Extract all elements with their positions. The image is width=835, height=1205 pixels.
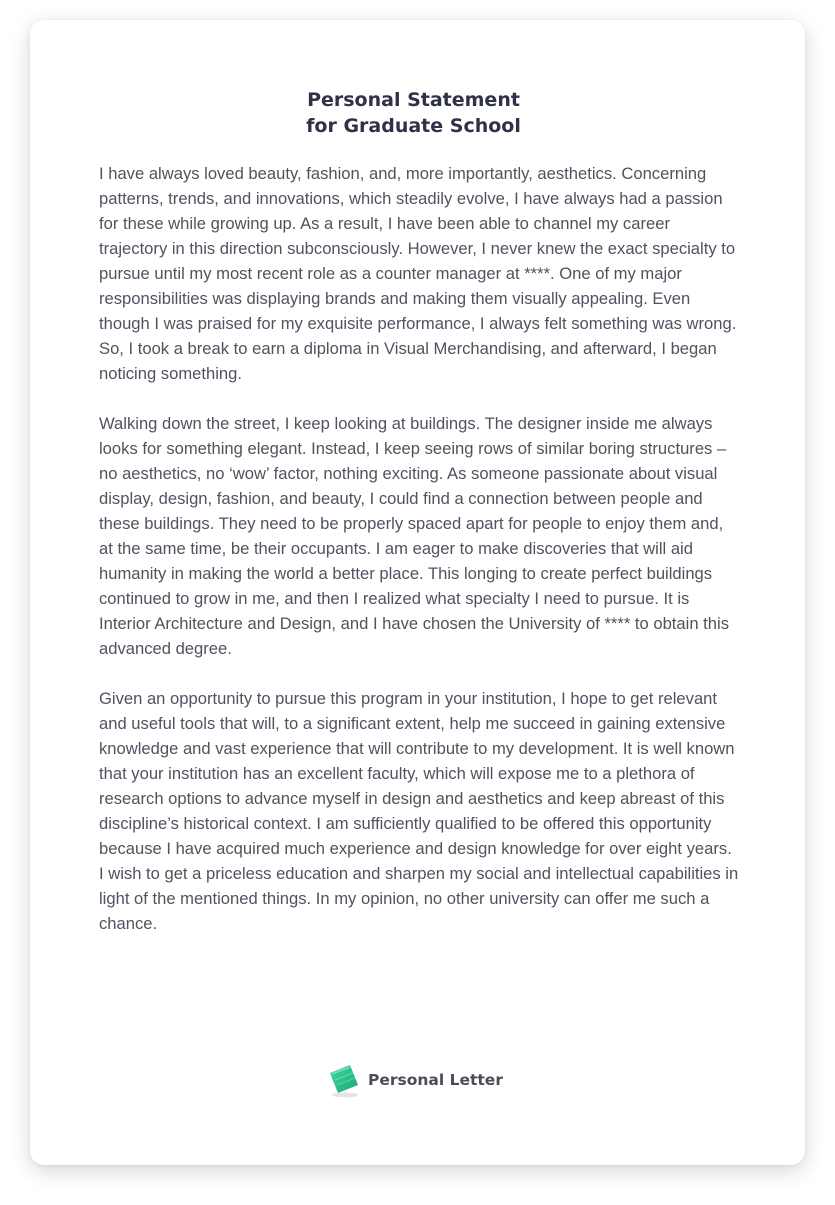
document-page — [30, 20, 805, 1165]
title-line-1: Personal Statement — [307, 89, 520, 111]
brand-name: Personal Letter — [368, 1071, 503, 1089]
paragraph-1: I have always loved beauty, fashion, and, more importantly, aesthetics. Concerning patterns, trends, and innovations, which steadily evolve, I have always had a passion for these while growing up. As a result, I have been able to channel my career trajectory in this direction subconsciously. However, I never knew the exact specialty to pursue until my most recent role as a counter manager at ****. One of my major responsibilities was displaying brands and making them visually appealing. Even though I was praised for my exquisite performance, I always felt something was wrong. So, I took a break to earn a diploma in Visual Merchandising, and afterward, I began noticing something. — [99, 164, 737, 383]
paragraph-3: Given an opportunity to pursue this program in your institution, I hope to get relevant and useful tools that will, to a significant extent, help me succeed in gaining extensive knowledge and vast experience that will contribute to my development. It is well known that your institution has an excellent faculty, which will expose me to a plethora of research options to advance myself in design and aesthetics and keep abreast of this discipline’s historical context. I am sufficiently qualified to be offered this opportunity because I have acquired much experience and design knowledge for over eight years. I wish to get a priceless education and sharpen my social and intellectual capabilities in light of the mentioned things. In my opinion, no other university can offer me such a chance. — [99, 689, 739, 933]
brand-footer — [326, 1060, 503, 1100]
green-card-logo-icon — [326, 1061, 362, 1099]
paragraph-2: Walking down the street, I keep looking at buildings. The designer inside me always looks for something elegant. Instead, I keep seeing rows of similar boring structures – no aesthetics, no ‘wow’ factor, nothing exciting. As someone passionate about visual display, design, fashion, and beauty, I could find a connection between people and these buildings. They need to be properly spaced apart for people to enjoy them and, at the same time, be their occupants. I am eager to make discoveries that will aid humanity in making the world a better place. This longing to create perfect buildings continued to grow in me, and then I realized what specialty I need to pursue. It is Interior Architecture and Design, and I have chosen the University of **** to obtain this advanced degree. — [99, 414, 729, 658]
title-line-2: for Graduate School — [306, 115, 521, 137]
statement-body — [99, 161, 739, 961]
page-title — [30, 87, 797, 139]
